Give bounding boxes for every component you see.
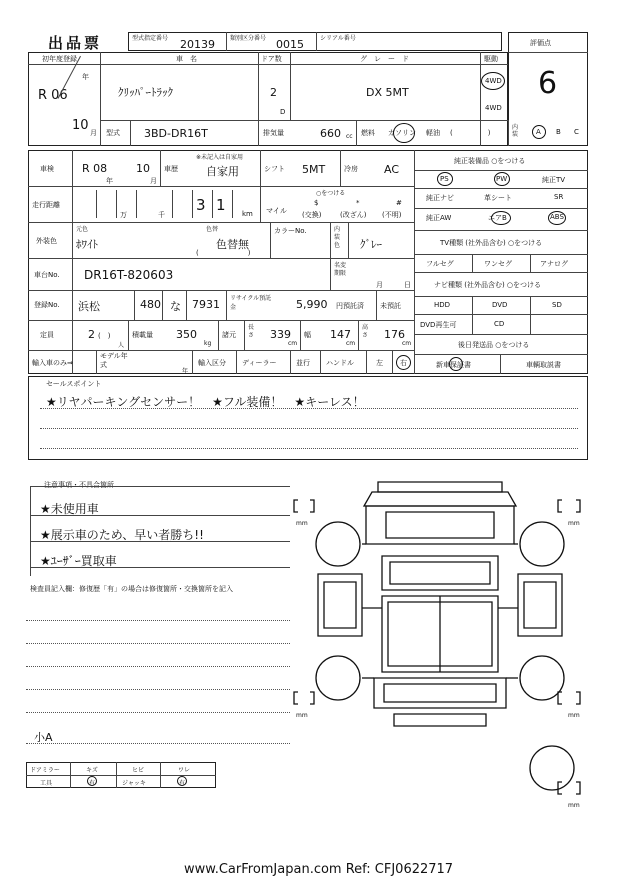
grade-value: DX 5MT	[366, 86, 409, 99]
dims-label: 諸元	[222, 331, 236, 339]
equip-pw: PW	[496, 175, 508, 183]
name-change-month: 月	[376, 281, 383, 289]
usage-label: 車歴	[164, 165, 178, 173]
capacity-paren: ( )	[98, 332, 111, 340]
legend-jack-yes: 有	[179, 780, 186, 787]
tyre-depth-rear-left-unit: mm	[296, 712, 308, 719]
equip-sr: SR	[554, 193, 564, 201]
navi-cd: CD	[494, 320, 505, 328]
navi-hdd: HDD	[434, 301, 451, 309]
name-change-day: 日	[404, 281, 411, 289]
mileage-digit-1: 3	[196, 196, 206, 214]
legend-mirror: ドアミラー	[30, 767, 60, 774]
fuel-value: ガソリン	[388, 129, 416, 137]
class-number-value: 0015	[276, 38, 304, 51]
tyre-depth-spare-unit: mm	[568, 802, 580, 809]
legend-split: ワレ	[178, 767, 191, 774]
odometer-mark-label: ○をつける	[316, 190, 346, 197]
odometer-tamper-symbol: *	[356, 199, 360, 207]
sales-point-line-1: ★リヤパーキングセンサー！ ★フル装備！ ★キーレス！	[46, 395, 365, 409]
registration-area: 浜松	[78, 300, 100, 313]
interior-grade-label: 内装	[512, 124, 519, 138]
usage-note: ※未記入は自家用	[196, 154, 244, 161]
recycle-value: 5,990	[296, 298, 328, 311]
type-number-value: 20139	[180, 38, 215, 51]
odometer-exchange-label: (交換)	[302, 211, 322, 219]
repaint-value: 色替無	[216, 238, 249, 251]
odometer-exchange-symbol: $	[314, 199, 319, 207]
parallel-option: 並行	[296, 359, 310, 367]
width-unit: cm	[346, 340, 356, 347]
inspector-note: 小A	[34, 731, 53, 744]
legend-tool: 工具	[40, 780, 53, 787]
legend-crack: ヒビ	[132, 767, 145, 774]
interior-grade-a: A	[536, 128, 541, 136]
inspection-month-value: 10	[136, 162, 150, 175]
equipment-title: 純正装備品 ○をつける	[454, 157, 526, 165]
mileage-sen-label: 千	[158, 211, 165, 219]
first-reg-year-value: R 06	[38, 88, 68, 103]
height-unit: cm	[402, 340, 412, 347]
capacity-value: 2	[88, 328, 95, 341]
legend-jack: ジャッキ	[122, 780, 146, 787]
sheet-title: 出品票	[48, 34, 103, 52]
drive-4wd-lower: 4WD	[485, 104, 502, 112]
chassis-value: DR16T-820603	[84, 268, 174, 282]
equip-tv: 純正TV	[542, 176, 566, 184]
odometer-unknown-symbol: #	[396, 199, 402, 207]
capacity-unit: 人	[118, 342, 125, 349]
height-value: 176	[384, 328, 405, 341]
notes-line-1: ★未使用車	[40, 502, 99, 516]
chassis-label: 車台No.	[34, 271, 60, 279]
first-reg-month-label: 月	[90, 129, 97, 137]
handle-label: ハンドル	[326, 359, 354, 367]
original-color-value: ﾎﾜｲﾄ	[76, 238, 98, 251]
equip-airbag: エアB	[488, 214, 507, 222]
navi-dvd: DVD	[492, 301, 508, 309]
notes-label: 注意事項・不具合箇所	[44, 481, 114, 489]
height-label: 高さ	[362, 324, 369, 339]
color-number-label: カラーNo.	[274, 227, 307, 235]
length-value: 339	[270, 328, 291, 341]
registration-class: 480	[140, 298, 161, 311]
tyre-depth-front-right-unit: mm	[568, 520, 580, 527]
rating-value: 6	[538, 66, 558, 101]
odometer-tamper-label: (改ざん)	[340, 211, 367, 219]
model-label: 型式	[106, 129, 120, 137]
vehicle-diagram	[290, 478, 590, 818]
recycle-label: リサイクル預託金	[230, 295, 272, 311]
load-unit: kg	[204, 340, 212, 347]
length-label: 長さ	[248, 324, 255, 339]
equip-leather: 革シート	[484, 194, 512, 202]
tv-oneseg: ワンセグ	[484, 260, 512, 268]
docs-new-car-warranty: 新車保証書	[436, 361, 471, 369]
drive-4wd-upper: 4WD	[485, 77, 502, 85]
mileage-digit-2: 1	[216, 196, 226, 214]
dealer-option: ディーラー	[242, 359, 277, 367]
ac-label: 冷房	[344, 165, 358, 173]
light-oil-paren: ( )	[450, 129, 491, 137]
footer-reference: www.CarFromJapan.com Ref: CFJ0622717	[184, 862, 454, 877]
exterior-color-label: 外装色	[36, 237, 57, 245]
serial-number-label: シリアル番号	[320, 35, 356, 42]
repaint-label: 色替	[206, 226, 219, 233]
equip-ps: PS	[440, 175, 449, 183]
mile-label: マイル	[266, 207, 287, 215]
model-year-unit: 年	[182, 368, 189, 375]
first-reg-year-label: 年	[82, 73, 89, 81]
tv-analog: アナログ	[540, 260, 568, 268]
legend-tool-yes: 有	[89, 780, 96, 787]
width-value: 147	[330, 328, 351, 341]
navi-type-title: ナビ種類 (社外品含む) ○をつける	[434, 281, 542, 289]
load-label: 積載量	[132, 331, 153, 339]
capacity-label: 定員	[40, 331, 54, 339]
interior-grade-c: C	[574, 128, 579, 136]
drive-label: 駆動	[484, 55, 498, 63]
interior-grade-b: B	[556, 128, 561, 136]
mileage-km-label: km	[242, 210, 253, 218]
inspection-month-label: 月	[150, 177, 157, 185]
docs-title: 後日発送品 ○をつける	[458, 341, 530, 349]
notes-line-2: ★展示車のため、早い者勝ち!!	[40, 528, 204, 542]
tv-type-title: TV種類 (社外品含む) ○をつける	[440, 239, 543, 247]
interior-color-label: 内装色	[334, 226, 341, 249]
legend-scratch: キズ	[86, 767, 98, 774]
import-label: 輸入車のみ⇒	[32, 359, 73, 367]
fuel-label: 燃料	[361, 129, 375, 137]
usage-value: 自家用	[206, 165, 239, 178]
length-unit: cm	[288, 340, 298, 347]
inspection-year-label: 年	[106, 177, 113, 185]
shift-value: 5MT	[302, 163, 326, 176]
ac-value: AC	[384, 163, 400, 176]
model-year-label: モデル年式	[100, 352, 128, 369]
doors-value: 2	[270, 86, 277, 99]
recycle-unpaid: 未預託	[380, 302, 401, 310]
inspection-label: 車検	[40, 165, 54, 173]
navi-dvd-player: DVD再生可	[420, 321, 457, 329]
docs-manual: 車輌取説書	[526, 361, 561, 369]
original-color-label: 元色	[76, 226, 89, 233]
recycle-suffix: 円預託済	[336, 302, 364, 310]
displacement-value: 660	[320, 127, 341, 140]
displacement-label: 排気量	[263, 129, 284, 137]
equip-navi: 純正ナビ	[426, 194, 454, 202]
first-reg-label: 初年度登録	[42, 55, 77, 63]
mileage-man-label: 万	[120, 211, 127, 219]
light-oil-label: 軽油	[426, 129, 440, 137]
equip-abs: ABS	[550, 213, 564, 221]
notes-line-3: ★ﾕｰｻﾞｰ買取車	[40, 554, 117, 568]
rating-label: 評価点	[530, 39, 551, 47]
class-number-label: 類別区分番号	[230, 35, 267, 42]
shift-label: シフト	[264, 165, 285, 173]
mileage-label: 走行距離	[32, 201, 60, 209]
navi-sd: SD	[552, 301, 562, 309]
first-reg-month-value: 10	[72, 118, 89, 133]
registration-number: 7931	[192, 298, 220, 311]
handle-left: 左	[376, 359, 383, 367]
import-type-label: 輸入区分	[198, 359, 226, 367]
repaint-paren: ( )	[196, 249, 251, 257]
inspection-year-value: R 08	[82, 162, 108, 175]
sales-point-label: セールスポイント	[46, 380, 102, 388]
grade-label: グ レ ー ド	[360, 55, 409, 63]
tv-fullseg: フルセグ	[426, 260, 454, 268]
car-name-value: ｸﾘｯﾊﾟｰﾄﾗｯｸ	[118, 86, 173, 99]
type-number-label: 型式指定番号	[132, 35, 169, 42]
inspector-label: 検査員記入欄：修復歴「有」の場合は修復箇所・交換箇所を記入	[30, 585, 233, 593]
doors-label: ドア数	[261, 55, 282, 63]
doors-suffix: D	[280, 108, 286, 116]
tyre-depth-front-left-unit: mm	[296, 520, 308, 527]
registration-label: 登録No.	[34, 301, 60, 309]
width-label: 幅	[304, 331, 311, 339]
name-change-label: 名変期限	[334, 262, 347, 277]
registration-kana: な	[170, 300, 181, 313]
car-name-label: 車 名	[176, 55, 197, 63]
handle-right: 右	[400, 359, 407, 367]
tyre-depth-rear-right-unit: mm	[568, 712, 580, 719]
displacement-unit: cc	[346, 133, 353, 140]
model-value: 3BD-DR16T	[144, 127, 208, 140]
equip-aw: 純正AW	[426, 214, 452, 222]
load-value: 350	[176, 328, 197, 341]
interior-color-value: ｸﾞﾚｰ	[360, 238, 382, 251]
odometer-unknown-label: (不明)	[382, 211, 402, 219]
